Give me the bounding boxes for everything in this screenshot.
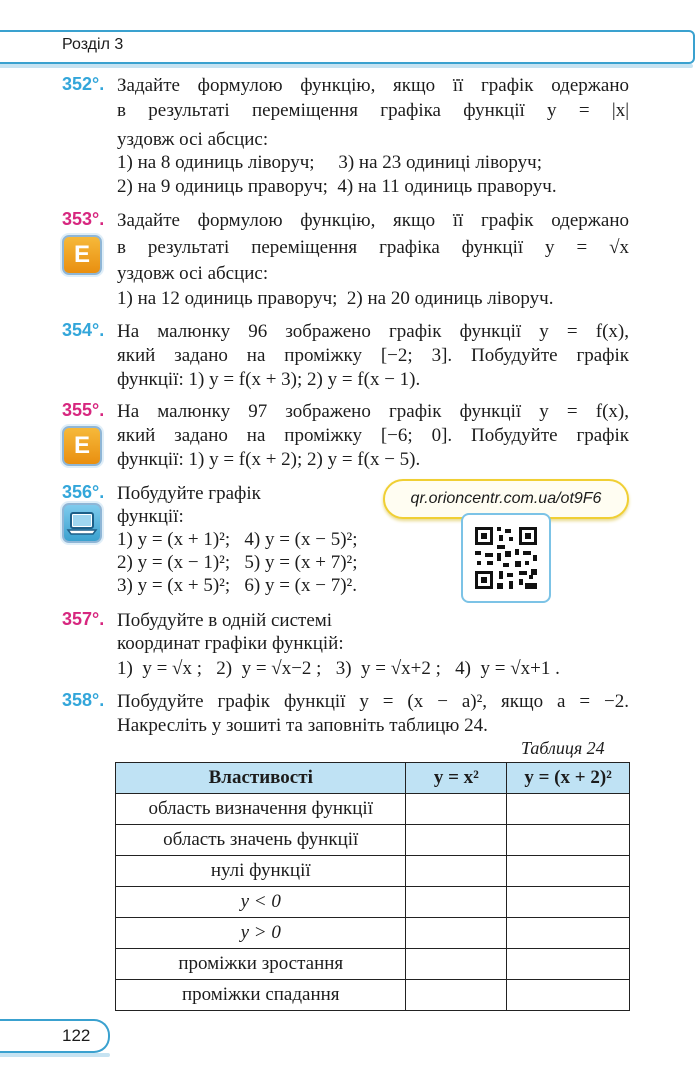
exercise-358-line-1: Побудуйте графік функції y = (x − a)², якщо a = −2. — [117, 691, 629, 712]
table-caption: Таблиця 24 — [521, 738, 605, 758]
exercise-353-line-1: Задайте формулою функцію, якщо її графік одержано — [117, 210, 629, 231]
e-resource-icon[interactable]: E — [62, 235, 102, 275]
exercise-354-number: 354°. — [62, 320, 105, 340]
exercise-357-line-3: 1) y = √x ; 2) y = √x−2 ; 3) y = √x+2 ; 4) y = √x+1 . — [117, 658, 560, 679]
exercise-356-line-5: 3) y = (x + 5)²; 6) y = (x − 7)². — [117, 575, 357, 596]
property-cell: y < 0 — [116, 887, 406, 918]
empty-cell — [406, 887, 507, 918]
exercise-355-line-1: На малюнку 97 зображено графік функції y = f(x), — [117, 401, 629, 422]
exercise-356-line-2: функції: — [117, 506, 184, 527]
exercise-354-line-1: На малюнку 96 зображено графік функції y = f(x), — [117, 321, 629, 342]
exercise-352-line-2: в результаті переміщення графіка функції y = |x| — [117, 100, 629, 121]
table-header-cell: Властивості — [116, 763, 406, 794]
exercise-355-number: 355°. — [62, 400, 105, 420]
table-row — [116, 949, 630, 980]
property-cell: область визначення функції — [116, 794, 406, 825]
e-resource-icon[interactable]: E — [62, 426, 102, 466]
exercise-356-line-4: 2) y = (x − 1)²; 5) y = (x + 7)²; — [117, 552, 358, 573]
empty-cell — [406, 980, 507, 1011]
exercise-356-line-3: 1) y = (x + 1)²; 4) y = (x − 5)²; — [117, 529, 358, 550]
table-header-row — [116, 763, 630, 794]
exercise-352-line-4: 1) на 8 одиниць ліворуч; 3) на 23 одиниці ліворуч; — [117, 152, 543, 173]
properties-table — [115, 762, 630, 1011]
exercise-358-line-2: Накресліть у зошиті та заповніть таблицю 24. — [117, 715, 488, 736]
empty-cell — [507, 918, 630, 949]
property-cell: область значень функції — [116, 825, 406, 856]
exercise-355-line-2: який задано на проміжку [−6; 0]. Побудуйте графік — [117, 425, 629, 446]
empty-cell — [507, 949, 630, 980]
property-cell: y > 0 — [116, 918, 406, 949]
exercise-358-number: 358°. — [62, 690, 105, 710]
empty-cell — [507, 980, 630, 1011]
exercise-354-line-3: функції: 1) y = f(x + 3); 2) y = f(x − 1). — [117, 369, 421, 390]
exercise-353-number: 353°. — [62, 209, 105, 229]
exercise-354-line-2: який задано на проміжку [−2; 3]. Побудуйте графік — [117, 345, 629, 366]
table-header-cell: y = (x + 2)² — [507, 763, 630, 794]
exercise-353-line-2: в результаті переміщення графіка функції y = √x — [117, 237, 629, 258]
empty-cell — [406, 856, 507, 887]
exercise-357-number: 357°. — [62, 609, 105, 629]
empty-cell — [406, 825, 507, 856]
exercise-352-number: 352°. — [62, 74, 105, 94]
exercise-356-line-1: Побудуйте графік — [117, 483, 261, 504]
page-number-tab — [0, 1019, 110, 1053]
exercise-355-line-3: функції: 1) y = f(x + 2); 2) y = f(x − 5). — [117, 449, 421, 470]
exercise-353-line-4: 1) на 12 одиниць праворуч; 2) на 20 одиниць ліворуч. — [117, 288, 554, 309]
property-cell: нулі функції — [116, 856, 406, 887]
table-row — [116, 887, 630, 918]
property-cell: проміжки зростання — [116, 949, 406, 980]
computer-icon[interactable] — [62, 503, 102, 543]
table-row — [116, 980, 630, 1011]
exercise-356-number: 356°. — [62, 482, 105, 502]
table-header-cell: y = x² — [406, 763, 507, 794]
empty-cell — [507, 856, 630, 887]
chapter-title: Розділ 3 — [62, 36, 124, 53]
table-row — [116, 856, 630, 887]
qr-link[interactable]: qr.orioncentr.com.ua/ot9F6 — [383, 479, 629, 519]
property-cell: проміжки спадання — [116, 980, 406, 1011]
exercise-357-line-1: Побудуйте в одній системі — [117, 610, 333, 631]
page-number: 122 — [62, 1026, 91, 1045]
exercise-352-line-1: Задайте формулою функцію, якщо її графік одержано — [117, 75, 629, 96]
empty-cell — [507, 794, 630, 825]
table-row — [116, 918, 630, 949]
exercise-357-line-2: координат графіки функцій: — [117, 633, 344, 654]
exercise-352-line-5: 2) на 9 одиниць праворуч; 4) на 11 одиниць праворуч. — [117, 176, 557, 197]
table-row — [116, 825, 630, 856]
empty-cell — [507, 887, 630, 918]
empty-cell — [507, 825, 630, 856]
table-row — [116, 794, 630, 825]
qr-code[interactable] — [461, 513, 551, 603]
empty-cell — [406, 949, 507, 980]
exercise-353-line-3: уздовж осі абсцис: — [117, 263, 269, 284]
empty-cell — [406, 918, 507, 949]
exercise-352-line-3: уздовж осі абсцис: — [117, 129, 269, 150]
empty-cell — [406, 794, 507, 825]
